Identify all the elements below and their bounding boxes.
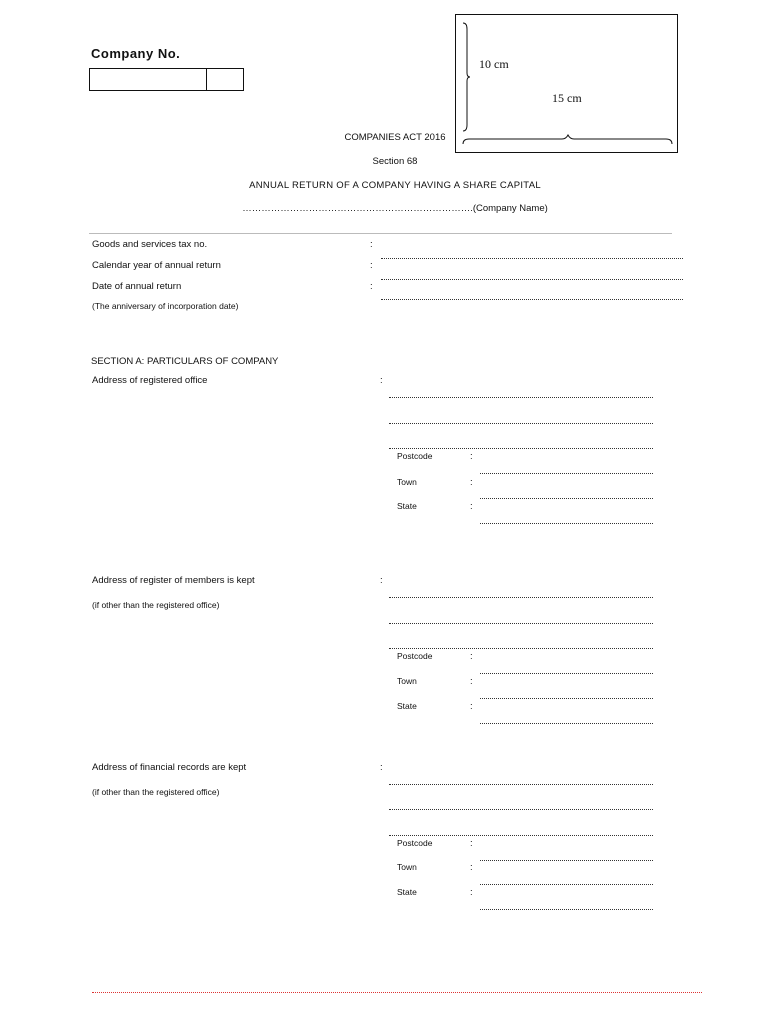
registered-office-town-label: Town: [397, 477, 417, 487]
financial-records-colon: :: [380, 762, 383, 773]
header-divider: [89, 233, 672, 234]
registered-office-label: Address of registered office: [92, 375, 208, 386]
company-no-label: Company No.: [91, 46, 181, 61]
financial-records-state-colon: :: [470, 887, 473, 898]
gst-input-line[interactable]: [381, 258, 683, 259]
date-of-return-input-line[interactable]: [381, 299, 683, 300]
date-of-return-note: (The anniversary of incorporation date): [92, 301, 239, 311]
financial-records-town-input[interactable]: [480, 884, 653, 885]
registered-office-line-2[interactable]: [389, 423, 653, 424]
company-name-field[interactable]: ……………………………………………………………….(Company Name): [242, 203, 548, 214]
register-of-members-label: Address of register of members is kept: [92, 575, 255, 586]
gst-label: Goods and services tax no.: [92, 239, 208, 250]
register-of-members-town-colon: :: [470, 676, 473, 687]
calendar-year-input-line[interactable]: [381, 279, 683, 280]
register-of-members-state-input[interactable]: [480, 723, 653, 724]
financial-records-note: (if other than the registered office): [92, 787, 220, 797]
calendar-year-colon: :: [370, 260, 373, 271]
register-of-members-postcode-colon: :: [470, 651, 473, 662]
gst-colon: :: [370, 239, 373, 250]
registered-office-town-input[interactable]: [480, 498, 653, 499]
registered-office-state-input[interactable]: [480, 523, 653, 524]
financial-records-label: Address of financial records are kept: [92, 762, 247, 773]
photo-width-label: 15 cm: [552, 91, 582, 105]
company-no-divider: [206, 69, 207, 90]
financial-records-postcode-input[interactable]: [480, 860, 653, 861]
company-no-field[interactable]: [89, 68, 244, 91]
register-of-members-line-1[interactable]: [389, 597, 653, 598]
date-of-return-colon: :: [370, 281, 373, 292]
registered-office-line-1[interactable]: [389, 397, 653, 398]
financial-records-town-colon: :: [470, 862, 473, 873]
registered-office-state-colon: :: [470, 501, 473, 512]
financial-records-state-input[interactable]: [480, 909, 653, 910]
return-title: ANNUAL RETURN OF A COMPANY HAVING A SHARE CAPITAL: [249, 180, 541, 191]
register-of-members-state-label: State: [397, 701, 417, 711]
registered-office-postcode-label: Postcode: [397, 451, 433, 461]
register-of-members-note: (if other than the registered office): [92, 600, 220, 610]
register-of-members-colon: :: [380, 575, 383, 586]
section-title: Section 68: [372, 156, 418, 167]
section-a-title: SECTION A: PARTICULARS OF COMPANY: [91, 356, 279, 367]
register-of-members-town-input[interactable]: [480, 698, 653, 699]
act-title: COMPANIES ACT 2016: [344, 132, 446, 143]
register-of-members-postcode-input[interactable]: [480, 673, 653, 674]
registered-office-line-3[interactable]: [389, 448, 653, 449]
footer-divider: [92, 992, 702, 993]
register-of-members-line-3[interactable]: [389, 648, 653, 649]
financial-records-line-2[interactable]: [389, 809, 653, 810]
financial-records-town-label: Town: [397, 862, 417, 872]
financial-records-line-3[interactable]: [389, 835, 653, 836]
registered-office-colon: :: [380, 375, 383, 386]
register-of-members-town-label: Town: [397, 676, 417, 686]
photo-height-label: 10 cm: [479, 57, 509, 71]
registered-office-town-colon: :: [470, 477, 473, 488]
calendar-year-label: Calendar year of annual return: [92, 260, 221, 271]
financial-records-state-label: State: [397, 887, 417, 897]
financial-records-postcode-colon: :: [470, 838, 473, 849]
registered-office-postcode-input[interactable]: [480, 473, 653, 474]
registered-office-state-label: State: [397, 501, 417, 511]
register-of-members-line-2[interactable]: [389, 623, 653, 624]
registered-office-postcode-colon: :: [470, 451, 473, 462]
register-of-members-postcode-label: Postcode: [397, 651, 433, 661]
date-of-return-label: Date of annual return: [92, 281, 182, 292]
financial-records-line-1[interactable]: [389, 784, 653, 785]
register-of-members-state-colon: :: [470, 701, 473, 712]
financial-records-postcode-label: Postcode: [397, 838, 433, 848]
